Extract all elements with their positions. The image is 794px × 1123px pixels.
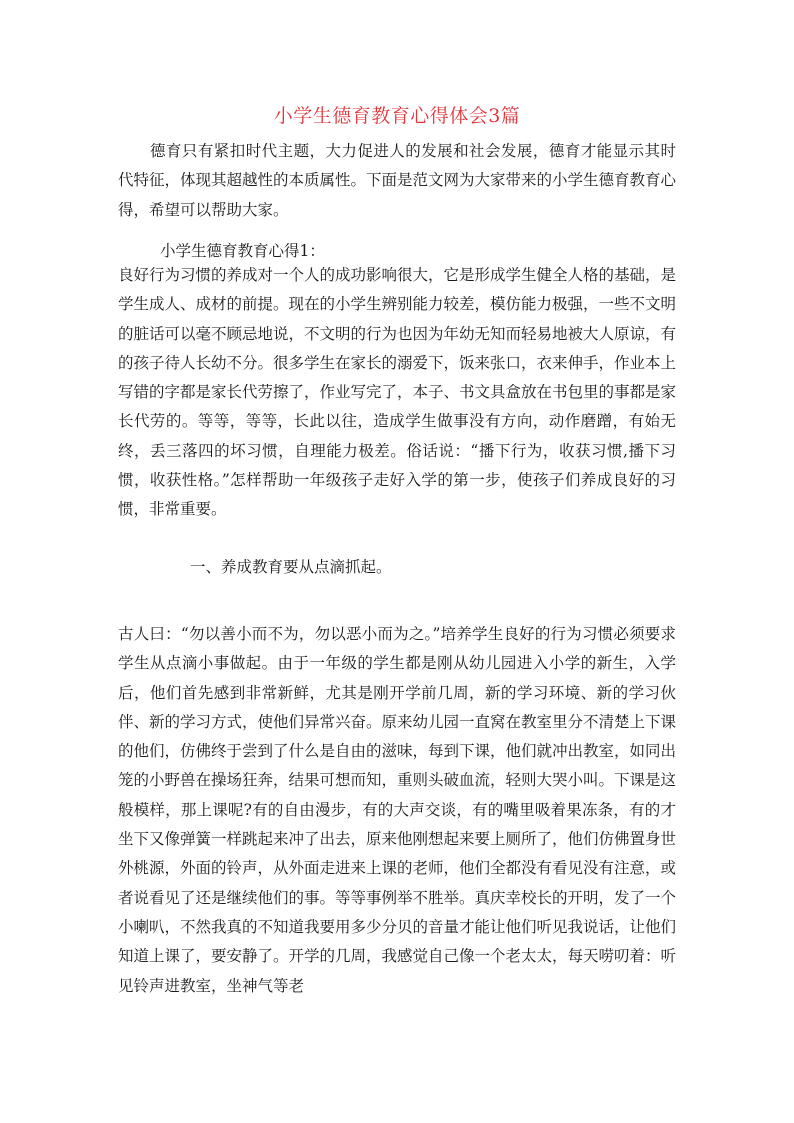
page-title: 小学生德育教育心得体会3篇	[273, 105, 521, 127]
body-paragraph-1: 良好行为习惯的养成对一个人的成功影响很大，它是形成学生健全人格的基础，是学生成人、成材的前提。现在的小学生辨别能力较差，模仿能力极强，一些不文明的脏话可以毫不顾忌地说，不文明的行为也因为年幼无知而轻易地被大人原谅，有的孩子待人长幼不分。很多学生在家长的溺爱下，饭来张口，衣来伸手，作业本上写错的字都是家长代劳擦了，作业写完了，本子、书文具盒放在书包里的事都是家长代劳的。等等，等等，长此以往，造成学生做事没有方向，动作磨蹭，有始无终，丢三落四的坏习惯，自理能力极差。俗话说：“播下行为，收获习惯,播下习惯，收获性格。”怎样帮助一年级孩子走好入学的第一步，使孩子们养成良好的习惯，非常重要。	[118, 266, 677, 519]
intro-paragraph: 德育只有紧扣时代主题，大力促进人的发展和社会发展，德育才能显示其时代特征，体现其超越性的本质属性。下面是范文网为大家带来的小学生德育教育心得，希望可以帮助大家。	[118, 142, 677, 219]
body-paragraph-2: 古人曰：“勿以善小而不为，勿以恶小而为之。”培养学生良好的行为习惯必须要求学生从点滴小事做起。由于一年级的学生都是刚从幼儿园进入小学的新生，入学后，他们首先感到非常新鲜，尤其是刚开学前几周，新的学习环境、新的学习伙伴、新的学习方式，使他们异常兴奋。原来幼儿园一直窝在教室里分不清楚上下课的他们，仿佛终于尝到了什么是自由的滋味，每到下课，他们就冲出教室，如同出笼的小野兽在操场狂奔，结果可想而知，重则头破血流，轻则大哭小叫。下课是这般模样，那上课呢?有的自由漫步，有的大声交谈，有的嘴里吸着果冻条，有的才坐下又像弹簧一样跳起来冲了出去，原来他刚想起来要上厕所了，他们仿佛置身世外桃源，外面的铃声，从外面走进来上课的老师，他们全都没有看见没有注意，或者说看见了还是继续他们的事。等等事例举不胜举。真庆幸校长的开明，发了一个小喇叭，不然我真的不知道我要用多少分贝的音量才能让他们听见我说话，让他们知道上课了，要安静了。开学的几周，我感觉自己像一个老太太，每天唠叨着：听见铃声进教室，坐神气等老	[118, 625, 677, 995]
section-heading: 一、养成教育要从点滴抓起。	[190, 558, 392, 576]
subheading: 小学生德育教育心得1：	[160, 242, 325, 260]
